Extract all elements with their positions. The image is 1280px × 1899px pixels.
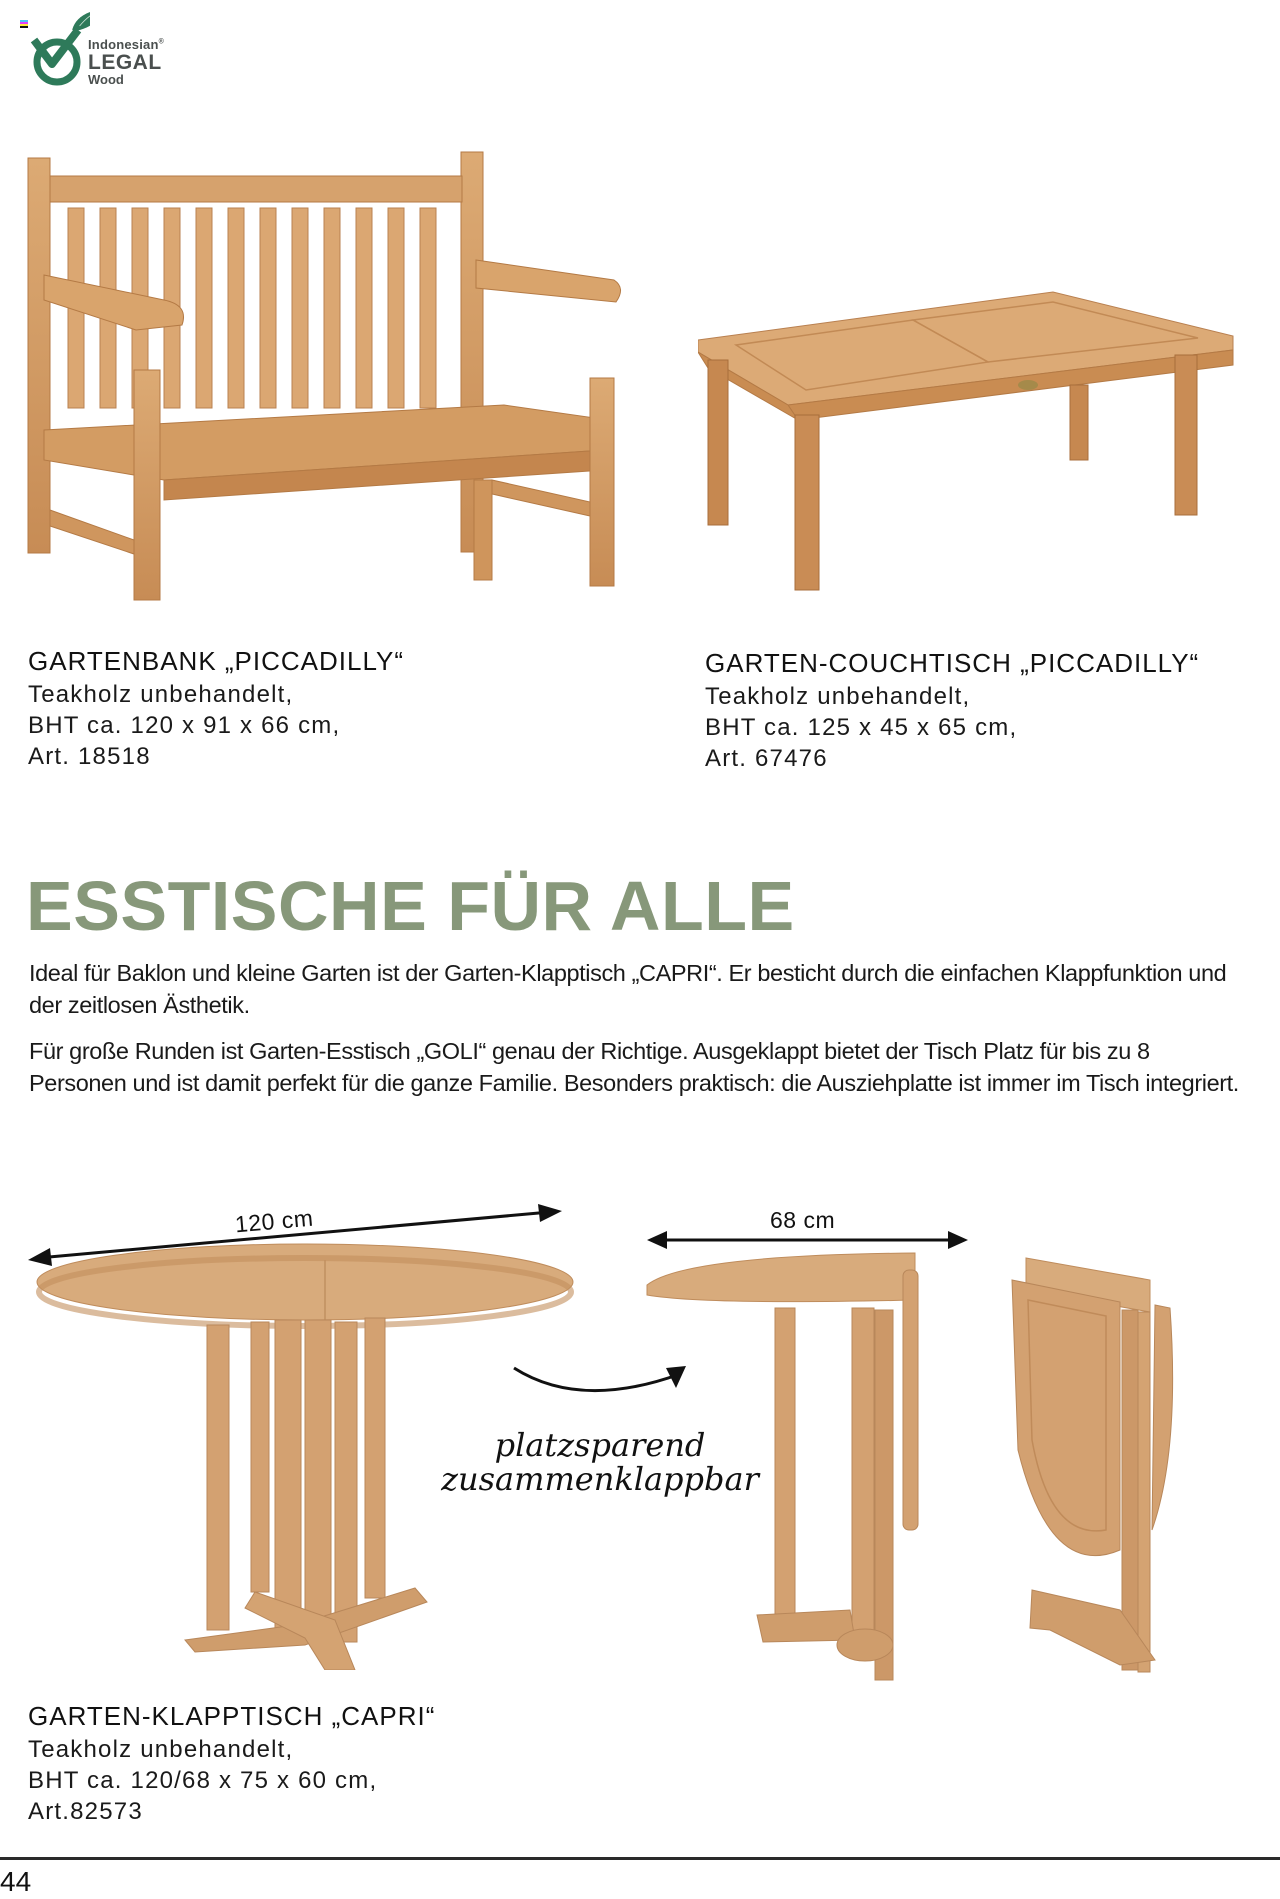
product-article: Art. 67476 [705,745,828,773]
dimension-label-closed: 68 cm [770,1207,836,1233]
product-title: GARTEN-COUCHTISCH „PICCADILLY“ [705,648,1200,678]
coffee-table-image [698,290,1238,595]
logo-text [88,38,164,86]
intro-paragraph-2: Für große Runden ist Garten-Esstisch „GOLI“ genau der Richtige. Ausgeklappt bietet der Tisch Platz für bis zu 8 Personen und ist damit perfekt für die ganze Familie. Besonders praktisch: die Ausziehplatte ist immer im Tisch integriert. [29,1038,1239,1096]
fold-caption-line-2: zusammenklappbar [441,1460,759,1498]
product-dimensions: BHT ca. 125 x 45 x 65 cm, [705,713,1018,741]
product-couchtisch [705,647,1280,774]
arrowhead-right-icon [948,1231,968,1249]
intro-paragraph-1: Ideal für Baklon und kleine Garten ist der Garten-Klapptisch „CAPRI“. Er besticht durch die einfachen Klappfunktion und der zeitlosen Ästhetik. [29,960,1227,1018]
leaf-check-icon [30,0,90,92]
capri-table-halffolded-image [645,1250,975,1685]
product-material: Teakholz unbehandelt, [28,1735,294,1763]
arrowhead-right-icon [538,1204,562,1222]
registered-mark: ® [158,38,164,46]
bench-image [24,150,624,605]
logo-line-3: Wood [88,72,124,87]
product-material: Teakholz unbehandelt, [705,682,971,710]
logo-line-2: LEGAL [88,51,162,74]
product-dimensions: BHT ca. 120 x 91 x 66 cm, [28,711,341,739]
section-heading: ESSTISCHE FÜR ALLE [26,867,795,945]
footer-divider [0,1857,1280,1860]
product-title: GARTEN-KLAPPTISCH „CAPRI“ [28,1701,436,1731]
color-swatch [20,20,28,28]
product-title: GARTENBANK „PICCADILLY“ [28,646,405,676]
product-material: Teakholz unbehandelt, [28,680,294,708]
indonesian-legal-wood-logo [30,0,180,92]
product-klapptisch [28,1700,648,1827]
dimension-label-open: 120 cm [233,1204,315,1238]
product-article: Art. 18518 [28,743,151,771]
arrowhead-left-icon [647,1231,667,1249]
logo-line-1: Indonesian [88,37,159,52]
product-article: Art.82573 [28,1798,143,1826]
page-number: 44 [0,1866,32,1897]
capri-table-folded-image [1010,1250,1215,1685]
product-dimensions: BHT ca. 120/68 x 75 x 60 cm, [28,1766,378,1794]
product-gartenbank [28,645,648,772]
fold-caption-line-1: platzsparend [494,1426,706,1464]
